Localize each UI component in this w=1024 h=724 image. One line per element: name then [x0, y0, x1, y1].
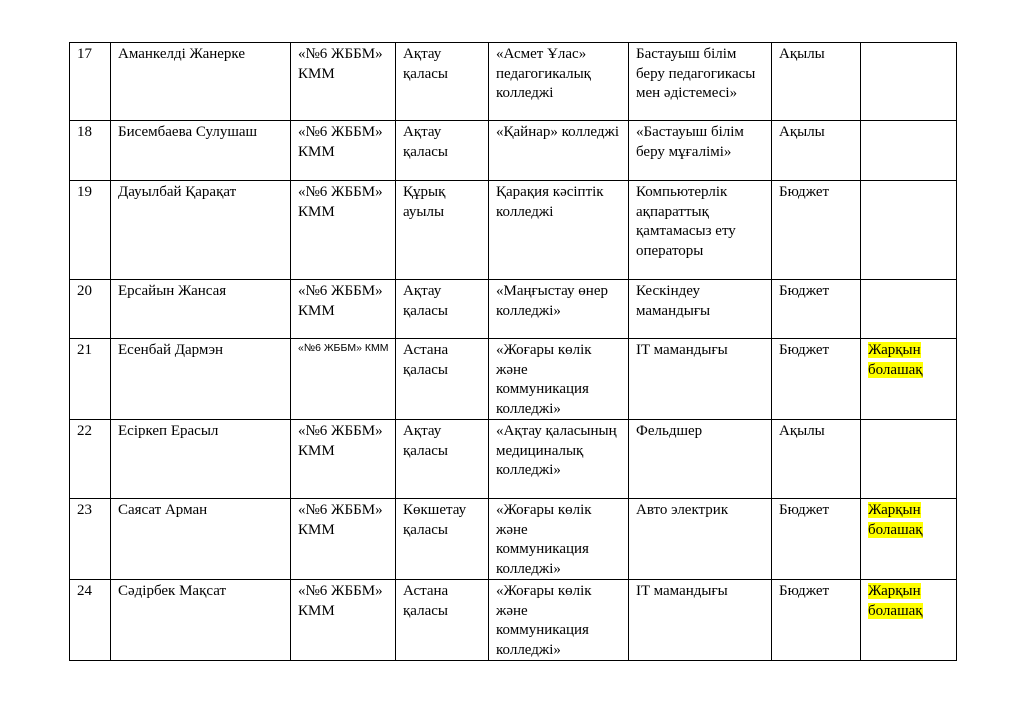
table-row: [70, 181, 957, 280]
funding-type: Бюджет: [772, 181, 861, 280]
program-label: Жарқын болашақ: [868, 583, 923, 619]
row-number: 18: [70, 121, 111, 181]
funding-type: Бюджет: [772, 499, 861, 580]
college: «Маңғыстау өнер колледжі»: [489, 280, 629, 339]
table-row: [70, 121, 957, 181]
student-name: Есіркеп Ерасыл: [111, 420, 291, 499]
program: [861, 121, 957, 181]
college: «Жоғары көлік және коммуникация колледжі»: [489, 339, 629, 420]
table-row: [70, 43, 957, 121]
funding-type: Ақылы: [772, 43, 861, 121]
program: [861, 280, 957, 339]
city: Құрық ауылы: [396, 181, 489, 280]
row-number: 23: [70, 499, 111, 580]
program-label: Жарқын болашақ: [868, 342, 923, 378]
city: Ақтау қаласы: [396, 43, 489, 121]
funding-type: Ақылы: [772, 420, 861, 499]
school-name: «№6 ЖББМ» КММ: [291, 280, 396, 339]
row-number: 20: [70, 280, 111, 339]
student-name: Сәдірбек Мақсат: [111, 580, 291, 661]
table-row: [70, 499, 957, 580]
specialty: Кескіндеу мамандығы: [629, 280, 772, 339]
program: [861, 181, 957, 280]
table-row: [70, 580, 957, 661]
school-name: «№6 ЖББМ» КММ: [291, 339, 396, 420]
funding-type: Бюджет: [772, 280, 861, 339]
city: Көкшетау қаласы: [396, 499, 489, 580]
city: Ақтау қаласы: [396, 121, 489, 181]
college: Қарақия кәсіптік колледжі: [489, 181, 629, 280]
program: [861, 499, 957, 580]
funding-type: Бюджет: [772, 339, 861, 420]
college: «Асмет Ұлас» педагогикалық колледжі: [489, 43, 629, 121]
student-name: Есенбай Дармэн: [111, 339, 291, 420]
specialty: Бастауыш білім беру педагогикасы мен әдістемесі»: [629, 43, 772, 121]
school-name: «№6 ЖББМ» КММ: [291, 121, 396, 181]
row-number: 22: [70, 420, 111, 499]
program: [861, 339, 957, 420]
specialty: Компьютерлік ақпараттық қамтамасыз ету операторы: [629, 181, 772, 280]
row-number: 21: [70, 339, 111, 420]
student-name: Аманкелді Жанерке: [111, 43, 291, 121]
table-row: [70, 339, 957, 420]
table-row: [70, 280, 957, 339]
funding-type: Ақылы: [772, 121, 861, 181]
specialty: IT мамандығы: [629, 339, 772, 420]
city: Астана қаласы: [396, 580, 489, 661]
specialty: Фельдшер: [629, 420, 772, 499]
college: «Ақтау қаласының медициналық колледжі»: [489, 420, 629, 499]
students-table: [69, 42, 957, 661]
table-row: [70, 420, 957, 499]
specialty: Авто электрик: [629, 499, 772, 580]
row-number: 24: [70, 580, 111, 661]
program: [861, 420, 957, 499]
city: Ақтау қаласы: [396, 420, 489, 499]
school-name: «№6 ЖББМ» КММ: [291, 181, 396, 280]
school-name: «№6 ЖББМ» КММ: [291, 580, 396, 661]
program: [861, 43, 957, 121]
student-name: Саясат Арман: [111, 499, 291, 580]
city: Ақтау қаласы: [396, 280, 489, 339]
row-number: 19: [70, 181, 111, 280]
student-name: Бисембаева Сулушаш: [111, 121, 291, 181]
school-name: «№6 ЖББМ» КММ: [291, 420, 396, 499]
program-label: Жарқын болашақ: [868, 502, 923, 538]
school-name: «№6 ЖББМ» КММ: [291, 499, 396, 580]
student-name: Ерсайын Жансая: [111, 280, 291, 339]
specialty: «Бастауыш білім беру мұғалімі»: [629, 121, 772, 181]
college: «Жоғары көлік және коммуникация колледжі»: [489, 499, 629, 580]
row-number: 17: [70, 43, 111, 121]
funding-type: Бюджет: [772, 580, 861, 661]
program: [861, 580, 957, 661]
city: Астана қаласы: [396, 339, 489, 420]
specialty: IT мамандығы: [629, 580, 772, 661]
school-name: «№6 ЖББМ» КММ: [291, 43, 396, 121]
college: «Жоғары көлік және коммуникация колледжі»: [489, 580, 629, 661]
student-name: Дауылбай Қарақат: [111, 181, 291, 280]
college: «Қайнар» колледжі: [489, 121, 629, 181]
